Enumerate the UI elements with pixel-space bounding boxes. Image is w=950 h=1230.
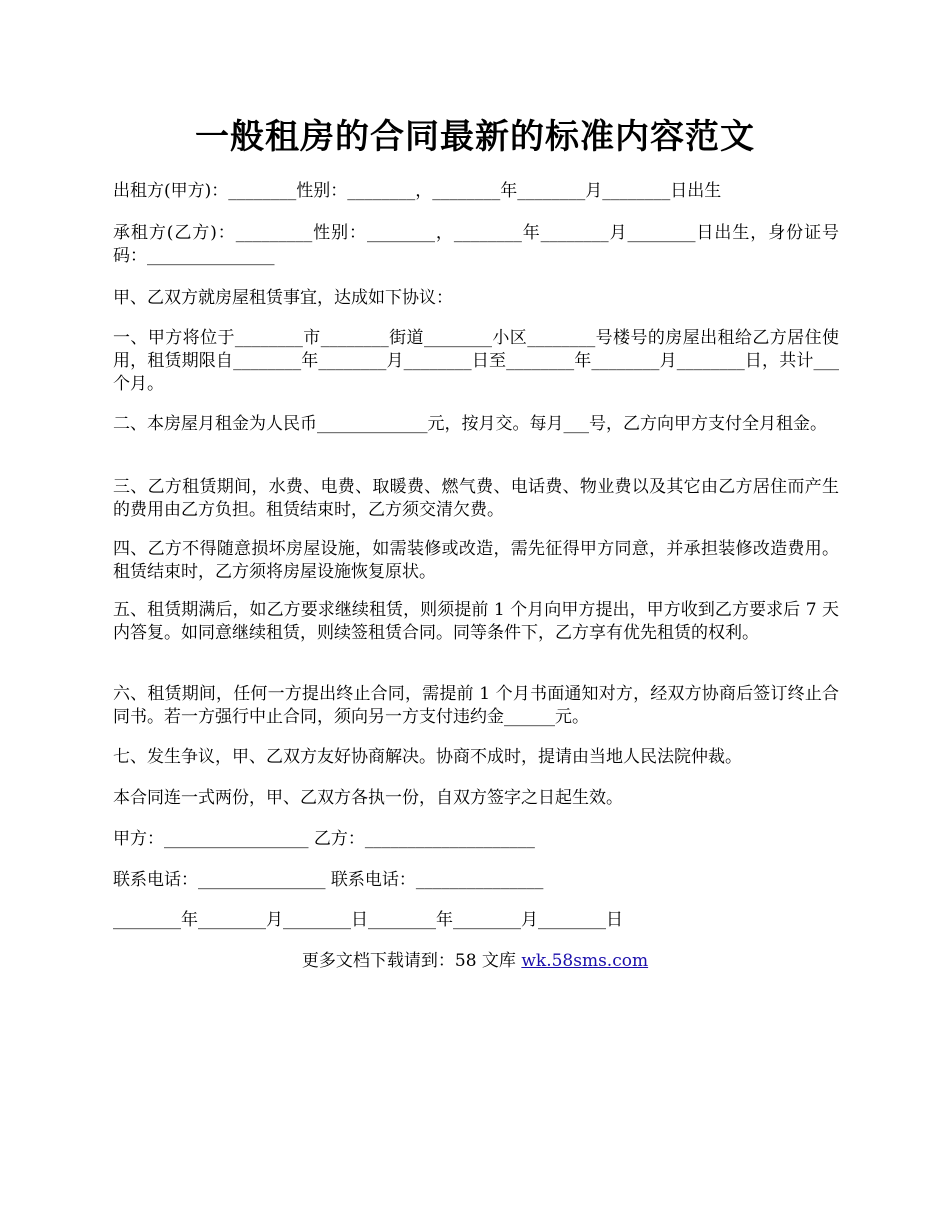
clause-4: 四、乙方不得随意损坏房屋设施，如需装修或改造，需先征得甲方同意，并承担装修改造费用。租赁结束时，乙方须将房屋设施恢复原状。 (113, 539, 839, 582)
party-b-info: 承租方(乙方)：_________性别：________，________年________月________日出生，身份证号码：_______________ (113, 223, 839, 266)
contact-phone-line: 联系电话：_______________ 联系电话：_______________ (113, 870, 544, 890)
download-footer (0, 950, 950, 973)
agreement-intro: 甲、乙双方就房屋租赁事宜，达成如下协议： (113, 288, 453, 308)
clause-1: 一、甲方将位于________市________街道________小区________号楼号的房屋出租给乙方居住使用，租赁期限自________年________月________日至________年________月________日，共计___个月。 (113, 328, 839, 394)
document-title: 一般租房的合同最新的标准内容范文 (195, 117, 755, 157)
clause-6: 六、租赁期间，任何一方提出终止合同，需提前 1 个月书面通知对方，经双方协商后签订终止合同书。若一方强行中止合同，须向另一方支付违约金______元。 (113, 684, 839, 727)
date-line: ________年________月________日________年________月________日 (113, 910, 623, 930)
clause-7: 七、发生争议，甲、乙双方友好协商解决。协商不成时，提请由当地人民法院仲裁。 (113, 747, 742, 767)
clause-3: 三、乙方租赁期间，水费、电费、取暖费、燃气费、电话费、物业费以及其它由乙方居住而产生的费用由乙方负担。租赁结束时，乙方须交清欠费。 (113, 477, 839, 520)
footer-text: 更多文档下载请到：58 文库 (301, 951, 522, 971)
clause-2: 二、本房屋月租金为人民币_____________元，按月交。每月___号，乙方向甲方支付全月租金。 (113, 414, 827, 434)
signature-line: 甲方：_________________ 乙方：____________________ (113, 829, 535, 849)
footer-link[interactable]: wk.58sms.com (521, 951, 649, 971)
effective-statement: 本合同连一式两份，甲、乙双方各执一份，自双方签字之日起生效。 (113, 788, 623, 808)
clause-5: 五、租赁期满后，如乙方要求继续租赁，则须提前 1 个月向甲方提出，甲方收到乙方要求后 7 天内答复。如同意继续租赁，则续签租赁合同。同等条件下，乙方享有优先租赁的权利。 (113, 600, 839, 643)
party-a-info: 出租方(甲方)：________性别：________，________年________月________日出生 (113, 181, 722, 201)
